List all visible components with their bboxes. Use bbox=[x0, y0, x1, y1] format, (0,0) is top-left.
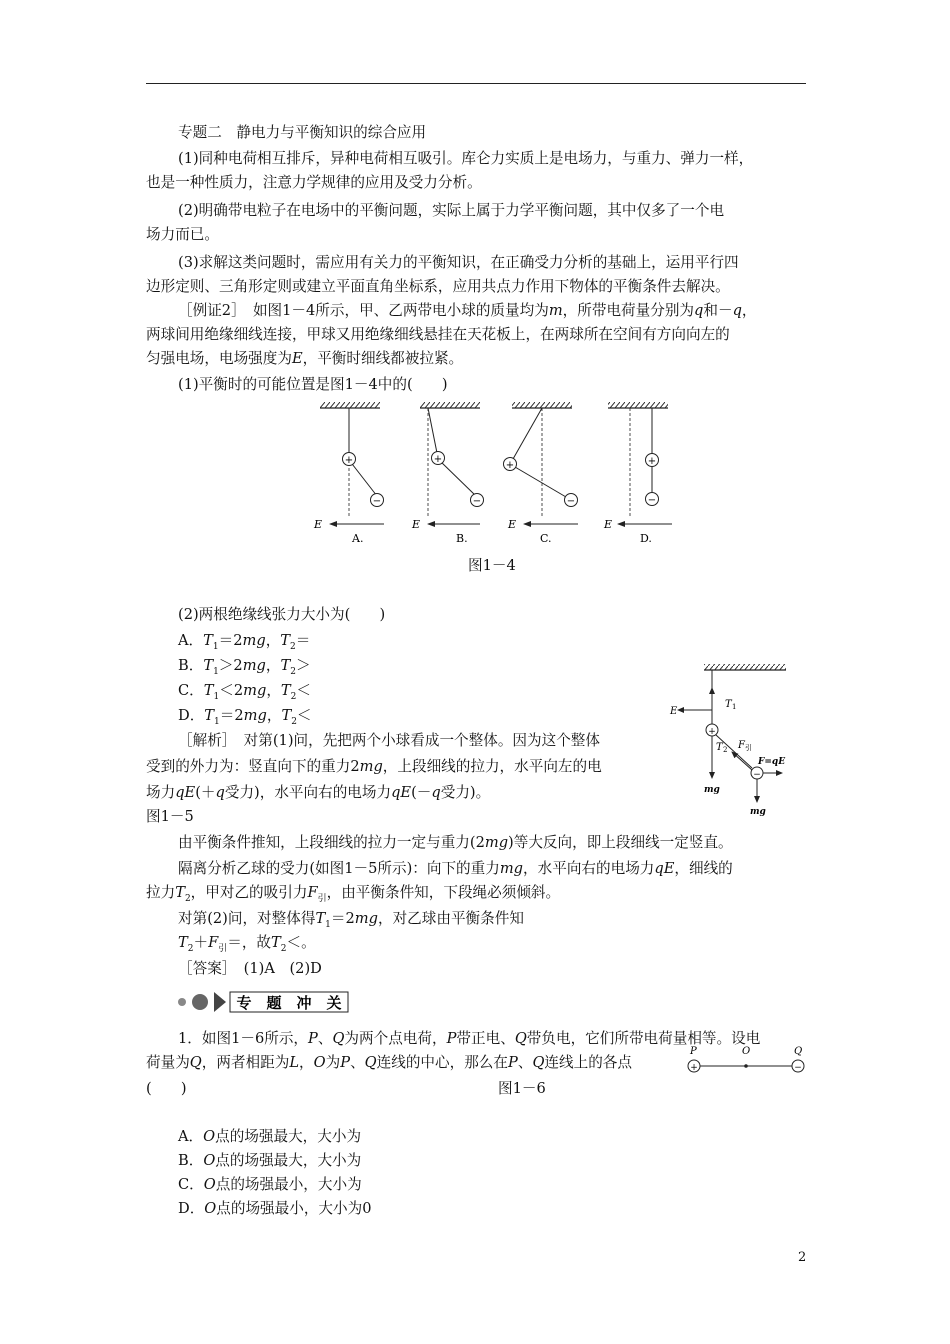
field-label-d: E bbox=[604, 518, 613, 531]
analysis-line-4: 由平衡条件推知，上段细线的拉力一定与重力(2mg)等大反向，即上段细线一定竖直。 bbox=[178, 834, 733, 851]
section-banner bbox=[176, 990, 356, 1016]
charge-plus-15: + bbox=[708, 727, 716, 737]
figure-1-4-panel-a bbox=[313, 402, 384, 545]
banner-char-2: 题 bbox=[266, 994, 282, 1012]
charge-minus-b: − bbox=[472, 496, 482, 507]
option-2-b: B．$T_1>2mg$，$T_2>$ bbox=[178, 657, 311, 677]
example-line-2: 两球间用绝缘细线连接，甲球又用绝缘细线悬挂在天花板上，在两球所在空间有方向向左的 bbox=[146, 326, 730, 343]
charge-plus-a: + bbox=[344, 455, 354, 466]
charge-minus-a: − bbox=[372, 496, 382, 507]
charge-q: − bbox=[794, 1063, 802, 1073]
charge-minus-c: − bbox=[566, 496, 576, 507]
option-2-c: C．$T_1<2mg$，$T_2<$ bbox=[178, 682, 311, 702]
banner-char-1: 专 bbox=[236, 994, 252, 1012]
problem-1-blank: ( ) bbox=[146, 1080, 187, 1097]
figure-1-4-panel-c bbox=[504, 402, 579, 545]
analysis-line-6: 拉力$T_2$，甲对乙的吸引力$F_引$，由平衡条件知，下段绳必须倾斜。 bbox=[146, 884, 561, 904]
banner-char-3: 冲 bbox=[296, 994, 312, 1012]
paragraph-1: (1)同种电荷相互排斥，异种电荷相互吸引。库仑力实质上是电场力，与重力、弹力一样， bbox=[178, 150, 754, 167]
analysis-line-8: $T_2+F_引=$，故$T_2<$。 bbox=[178, 934, 316, 954]
option-2-a: A．$T_1=2mg$，$T_2=$ bbox=[178, 632, 311, 652]
figure-1-4-caption: 图1－4 bbox=[468, 557, 516, 574]
banner-dot-large bbox=[192, 994, 208, 1010]
option-3-b: B．O点的场强最大，大小为 bbox=[178, 1152, 362, 1169]
label-o: O bbox=[742, 1046, 751, 1057]
t2-sub: 2 bbox=[723, 746, 728, 754]
charge-minus-15: − bbox=[753, 770, 761, 780]
analysis-line-3: 场力qE(＋q受力)，水平向右的电场力qE(－q受力)。 bbox=[146, 784, 491, 801]
analysis-line-1: ［解析］ 对第(1)问，先把两个小球看成一个整体。因为这个整体 bbox=[178, 732, 600, 749]
t1-label: T bbox=[725, 699, 732, 710]
section-title: 专题二 静电力与平衡知识的综合应用 bbox=[178, 124, 427, 141]
f-label: F bbox=[738, 740, 745, 751]
panel-label-d: D. bbox=[640, 532, 652, 545]
field-label-a: E bbox=[314, 518, 323, 531]
charge-minus-d: − bbox=[647, 495, 657, 506]
problem-1-line-1: 1．如图1－6所示，P、Q为两个点电荷，P带正电、Q带负电，它们所带电荷量相等。设电 bbox=[178, 1030, 761, 1047]
example-line-1: ［例证2］ 如图1－4所示，甲、乙两带电小球的质量均为m，所带电荷量分别为q和－q， bbox=[178, 302, 757, 319]
option-2-d: D．$T_1=2mg$，$T_2<$ bbox=[178, 707, 312, 727]
paragraph-2-cont: 场力而已。 bbox=[146, 226, 219, 243]
figure-1-5 bbox=[668, 660, 808, 820]
mg-label-1: mg bbox=[704, 785, 720, 795]
figure-1-4-panel-d bbox=[603, 402, 672, 545]
panel-label-b: B. bbox=[456, 532, 468, 545]
charge-plus-b: + bbox=[433, 454, 443, 465]
panel-label-c: C. bbox=[540, 532, 552, 545]
panel-label-a: A. bbox=[352, 532, 364, 545]
mg-label-2: mg bbox=[750, 807, 766, 817]
question-1: (1)平衡时的可能位置是图1－4中的( ) bbox=[178, 376, 448, 393]
answer-line: ［答案］ (1)A (2)D bbox=[178, 960, 322, 977]
option-3-a: A．O点的场强最大，大小为 bbox=[178, 1128, 362, 1145]
fqe-label: F=qE bbox=[758, 757, 786, 767]
field-label-b: E bbox=[412, 518, 421, 531]
f-sub: 引 bbox=[745, 744, 752, 752]
charge-plus-d: + bbox=[647, 456, 657, 467]
paragraph-1-cont: 也是一种性质力，注意力学规律的应用及受力分析。 bbox=[146, 174, 482, 191]
charge-p: + bbox=[690, 1063, 698, 1073]
e-label: E bbox=[670, 706, 678, 717]
point-o bbox=[744, 1064, 748, 1068]
option-3-c: C．O点的场强最小，大小为 bbox=[178, 1176, 362, 1193]
banner-dot-small bbox=[178, 998, 186, 1006]
label-q: Q bbox=[794, 1046, 803, 1057]
figure-1-5-caption: 图1－5 bbox=[146, 808, 194, 825]
paragraph-2: (2)明确带电粒子在电场中的平衡问题，实际上属于力学平衡问题，其中仅多了一个电 bbox=[178, 202, 725, 219]
banner-arrow bbox=[214, 992, 226, 1012]
analysis-line-7: 对第(2)问，对整体得$T_1=2mg$，对乙球由平衡条件知 bbox=[178, 910, 524, 930]
option-3-d: D．O点的场强最小，大小为0 bbox=[178, 1200, 372, 1217]
figure-1-6-caption: 图1－6 bbox=[498, 1080, 546, 1097]
figure-1-4-panel-b bbox=[411, 402, 484, 545]
figure-1-4 bbox=[300, 396, 680, 546]
analysis-line-5: 隔离分析乙球的受力(如图1－5所示)：向下的重力mg，水平向右的电场力qE，细线的 bbox=[178, 860, 733, 877]
question-2: (2)两根绝缘线张力大小为( ) bbox=[178, 606, 386, 623]
example-line-3: 匀强电场，电场强度为E，平衡时细线都被拉紧。 bbox=[146, 350, 464, 367]
figure-1-6 bbox=[684, 1042, 810, 1078]
charge-plus-c: + bbox=[505, 460, 515, 471]
paragraph-3-cont: 边形定则、三角形定则或建立平面直角坐标系，应用共点力作用下物体的平衡条件去解决。 bbox=[146, 278, 730, 295]
label-p: P bbox=[690, 1046, 697, 1057]
analysis-line-2: 受到的外力为：竖直向下的重力2mg，上段细线的拉力，水平向左的电 bbox=[146, 758, 602, 775]
t2-label: T bbox=[716, 742, 723, 753]
page-number: 2 bbox=[798, 1250, 807, 1265]
t1-sub: 1 bbox=[732, 703, 737, 711]
paragraph-3: (3)求解这类问题时，需应用有关力的平衡知识，在正确受力分析的基础上，运用平行四 bbox=[178, 254, 739, 271]
problem-1-line-2: 荷量为Q，两者相距为L，O为P、Q连线的中心，那么在P、Q连线上的各点 bbox=[146, 1054, 632, 1071]
header-rule bbox=[146, 83, 806, 84]
field-label-c: E bbox=[508, 518, 517, 531]
banner-char-4: 关 bbox=[326, 994, 342, 1012]
